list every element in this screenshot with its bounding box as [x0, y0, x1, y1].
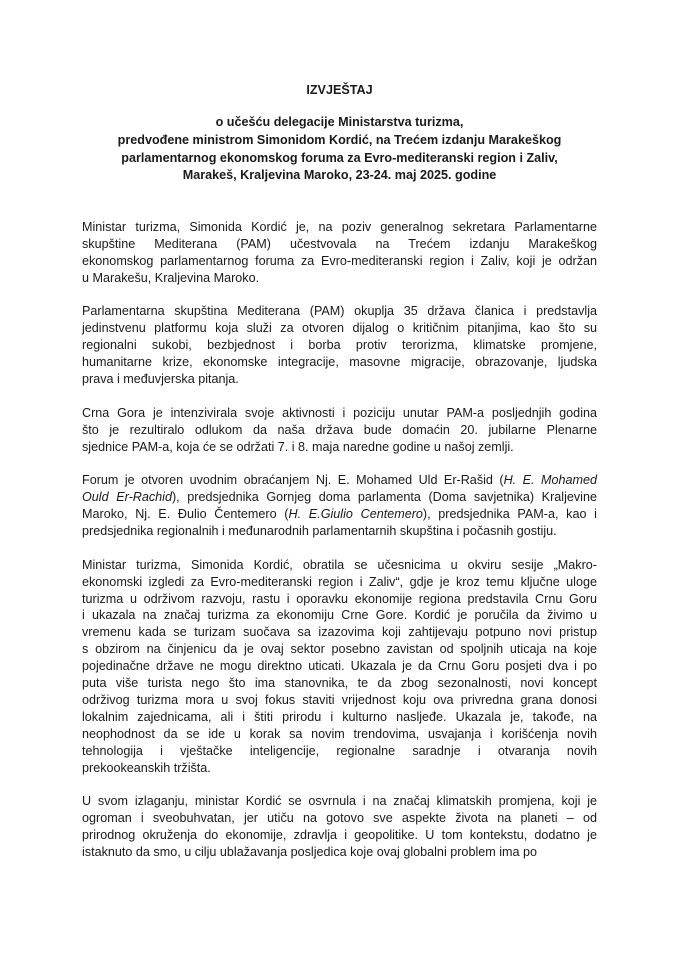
paragraph — [82, 219, 597, 287]
text-segment: prekookeanskih tržišta. — [82, 760, 211, 775]
italic-text: Ould Er-Rachid — [82, 490, 172, 505]
text-line — [82, 422, 597, 439]
subtitle-line: Marakeš, Kraljevina Maroko, 23-24. maj 2025. godine — [182, 168, 497, 183]
text-line — [82, 523, 597, 540]
text-line — [82, 624, 597, 641]
subtitle-line: parlamentarnog ekonomskog foruma za Evro-mediteranski region i Zaliv, — [121, 150, 558, 165]
text-line — [82, 675, 597, 692]
text-segment: regionalni sukobi, bezbjednost i borba protiv terorizma, klimatske promjene, — [82, 338, 597, 353]
text-segment: prava i međuvjerska pitanja. — [82, 372, 239, 387]
text-segment: neophodnost da se ide u korak sa novim trendovima, usvajanja i korišćenja novih — [82, 726, 597, 741]
text-segment: predsjednika regionalnih i međunarodnih parlamentarnih skupština i počasnih gostiju. — [82, 524, 557, 539]
text-line — [82, 607, 597, 624]
text-line — [82, 641, 597, 658]
text-segment: humanitarne krize, ekonomske integracije, masovne migracije, obrazovanje, ljudska — [82, 355, 597, 370]
text-segment: ogroman i sveobuhvatan, jer utiču na gotovo sve aspekte života na planeti – od — [82, 811, 597, 826]
text-line — [82, 506, 597, 523]
text-line — [82, 236, 597, 253]
text-segment: jedinstvenu platformu koja služi za otvoren dijalog o kritičnim pitanjima, kao što su — [82, 321, 597, 336]
paragraph — [82, 557, 597, 777]
text-line — [82, 743, 597, 760]
text-segment: Forum je otvoren uvodnim obraćanjem Nj. E. Mohamed Uld Er-Rašid ( — [82, 473, 504, 488]
paragraph — [82, 303, 597, 387]
paragraph — [82, 793, 597, 861]
text-segment: pojedinačne države ne mogu direktno uticati. Ukazala je da Crnu Goru posjeti dva i po — [82, 659, 597, 674]
text-segment: istaknuto da smo, u cilju ublažavanja posljedica koje ovaj globalni problem ima po — [82, 844, 538, 859]
document-body — [82, 219, 597, 878]
text-line — [82, 320, 597, 337]
text-segment: turizma u održivom razvoju, rastu i oporavku ekonomije regiona predstavila Crnu Goru — [82, 591, 597, 606]
text-segment: Maroko, Nj. E. Đulio Čentemero ( — [82, 507, 289, 522]
text-segment: ), predsjednika Gornjeg doma parlamenta (Doma savjetnika) Kraljevine — [171, 490, 597, 505]
text-segment: ekonomski izgledi za Evro-mediteranski region i Zaliv“, gdje je kroz temu ključne uloge — [82, 574, 597, 589]
text-segment: Crna Gora je intenzivirala svoje aktivnosti i poziciju unutar PAM-a posljednjih godina — [82, 405, 597, 420]
text-line — [82, 337, 597, 354]
text-line — [82, 658, 597, 675]
text-segment: i ukazala na značaj turizma za ekonomiju Crne Gore. Kordić je poručila da živimo u — [82, 608, 597, 623]
text-segment: Ministar turizma, Simonida Kordić je, na poziv generalnog sekretara Parlamentarne — [82, 220, 597, 234]
text-line — [82, 472, 597, 489]
text-segment: tehnologija i vještačke inteligencije, regionalne saradnje i otvaranja novih — [82, 743, 597, 758]
text-line — [82, 489, 597, 506]
text-line — [82, 439, 597, 456]
paragraph — [82, 472, 597, 540]
document-title: IZVJEŠTAJ — [306, 83, 373, 97]
text-line — [82, 253, 597, 270]
text-line — [82, 827, 597, 844]
text-segment: lokalnim zajednicama, ali i štiti prirodu i kulturno nasljeđe. Ukazala je, takođe, na — [82, 709, 597, 724]
text-segment: u Marakešu, Kraljevina Maroko. — [82, 270, 260, 285]
text-line — [82, 793, 597, 810]
text-line — [82, 810, 597, 827]
text-line — [82, 760, 597, 777]
text-segment: puta više turista nego što ima stanovnika, te da zbog sezonalnosti, novi koncept — [82, 676, 597, 691]
text-segment: Parlamentarna skupština Mediterana (PAM) okuplja 35 država članica i predstavlja — [82, 304, 597, 319]
text-segment: vremenu kada se turizam suočava sa izazovima koji zahtijevaju potpuno novi pristup — [82, 625, 597, 640]
document-subtitle — [60, 114, 619, 185]
text-segment: održivog turizma mora u svoj fokus staviti vrijednost koju ova privredna grana donosi — [82, 692, 597, 707]
subtitle-line: o učešću delegacije Ministarstva turizma, — [215, 115, 464, 129]
text-line — [82, 709, 597, 726]
text-segment: Ministar turizma, Simonida Kordić, obratila se učesnicima u okviru sesije „Makro- — [82, 557, 597, 572]
text-line — [82, 692, 597, 709]
text-line — [82, 371, 597, 388]
paragraph — [82, 405, 597, 456]
subtitle-line: predvođene ministrom Simonidom Kordić, na Trećem izdanju Marakeškog — [117, 132, 562, 147]
italic-text: H. E. Mohamed — [503, 473, 597, 488]
text-segment: skupštine Mediterana (PAM) učestvovala na Trećem izdanju Marakeškog — [82, 236, 597, 251]
text-segment: sjednice PAM-a, koja će se održati 7. i 8. maja naredne godine u našoj zemlji. — [82, 439, 514, 454]
text-segment: ekonomskog parlamentarnog foruma za Evro-mediteranski region i Zaliv, koji je održan — [82, 253, 597, 268]
text-line — [82, 591, 597, 608]
text-line — [82, 270, 597, 287]
text-segment: prirodnog okruženja do ekonomije, zdravlja i geopolitike. U tom kontekstu, dodatno je — [82, 828, 597, 843]
text-line — [82, 354, 597, 371]
text-line — [82, 219, 597, 236]
text-line — [82, 844, 597, 861]
text-line — [82, 574, 597, 591]
text-line — [82, 557, 597, 574]
text-line — [82, 726, 597, 743]
text-line — [82, 303, 597, 320]
text-segment: s obzirom na činjenicu da je ovaj sektor posebno zavistan od spoljnih uticaja na koje — [82, 642, 597, 657]
text-segment: što je rezultiralo odlukom da naša država bude domaćin 20. jubilarne Plenarne — [82, 422, 597, 437]
text-segment: U svom izlaganju, ministar Kordić se osvrnula i na značaj klimatskih promjena, koji je — [82, 794, 597, 809]
text-segment: ), predsjednika PAM-a, kao i — [422, 507, 597, 522]
text-line — [82, 405, 597, 422]
italic-text: H. E.Giulio Centemero — [288, 507, 423, 522]
